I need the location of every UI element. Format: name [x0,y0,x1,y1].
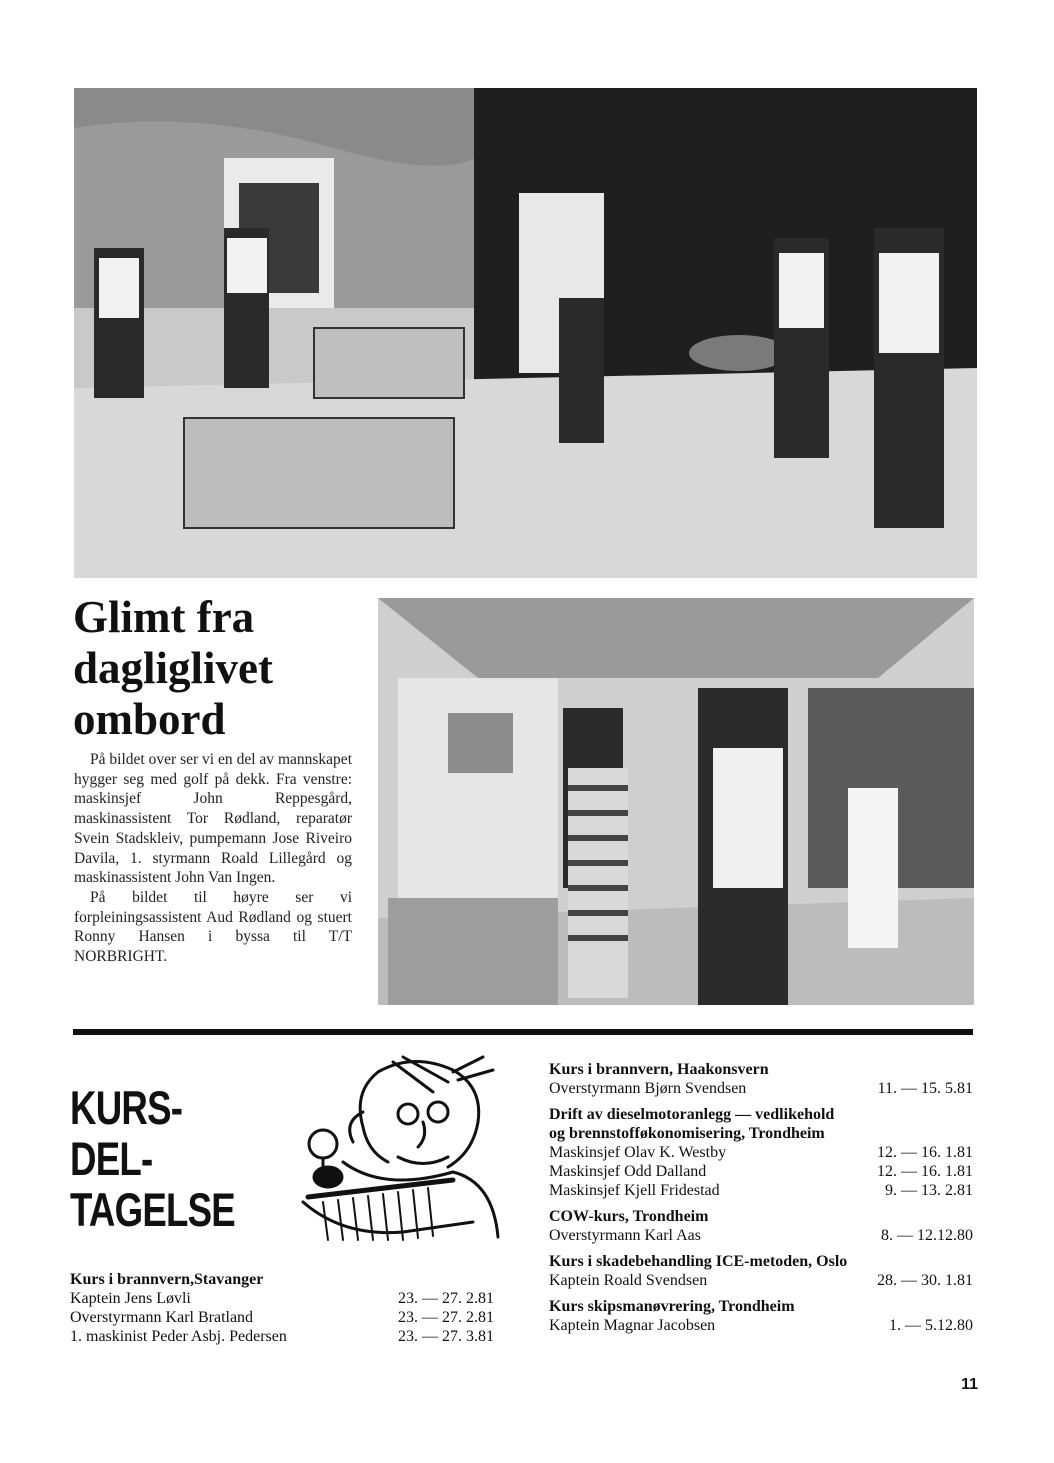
course-row [549,1226,973,1245]
course-row [549,1271,973,1290]
course-dates: 12. — 16. 1.81 [877,1163,973,1180]
deck-golf-photo [74,88,977,578]
course-dates: 23. — 27. 3.81 [398,1328,494,1345]
course-dates: 23. — 27. 2.81 [398,1309,494,1326]
headline-line-2: dagliglivet [73,643,273,693]
participant-name: Kaptein Magnar Jacobsen [549,1317,716,1334]
caption-paragraph-1: På bildet over ser vi en del av mannskapet hygger seg med golf på dekk. Fra venstre: maskinsjef John Reppesgård, maskinassistent Tor Rødland, reparatør Svein Stadskleiv, pumpemann Jose Riveiro Davila, 1. styrmann Roald Lillegård og maskinassistent John Van Ingen. [74,751,352,887]
course-group [549,1207,973,1245]
course-dates: 23. — 27. 2.81 [398,1290,494,1307]
article-caption [74,750,352,967]
course-title: Kurs i brannvern,Stavanger [70,1271,264,1288]
course-title: Kurs i skadebehandling ICE-metoden, Oslo [549,1253,848,1270]
course-title: Drift av dieselmotoranlegg — vedlikehold [549,1106,835,1123]
page-number: 11 [961,1376,978,1393]
course-dates: 9. — 13. 2.81 [885,1182,973,1199]
course-dates: 12. — 16. 1.81 [877,1144,973,1161]
participant-name: Kaptein Roald Svendsen [549,1272,708,1289]
caption-paragraph-2: På bildet til høyre ser vi forpleiningsassistent Aud Rødland og stuert Ronny Hansen i byssa til T/T NORBRIGHT. [74,888,352,966]
course-row [70,1308,494,1327]
headline-line-1: Glimt fra [73,592,255,642]
participant-name: Overstyrmann Karl Bratland [70,1309,254,1326]
participant-name: Maskinsjef Odd Dalland [549,1163,707,1180]
course-row [549,1316,973,1335]
participant-name: 1. maskinist Peder Asbj. Pedersen [70,1328,287,1345]
participant-name: Kaptein Jens Løvli [70,1290,191,1307]
course-group [549,1252,973,1290]
course-title: Kurs skipsmanøvrering, Trondheim [549,1298,795,1315]
course-title: Kurs i brannvern, Haakonsvern [549,1061,769,1078]
participant-name: Maskinsjef Olav K. Westby [549,1144,727,1161]
course-dates: 1. — 5.12.80 [889,1317,973,1334]
participant-name: Maskinsjef Kjell Fridestad [549,1182,720,1199]
course-dates: 8. — 12.12.80 [881,1227,973,1244]
course-row [70,1327,494,1346]
participant-name: Overstyrmann Bjørn Svendsen [549,1080,747,1097]
participant-name: Overstyrmann Karl Aas [549,1227,701,1244]
writer-cartoon-illustration [283,1052,518,1242]
course-dates: 28. — 30. 1.81 [877,1272,973,1289]
headline-line-3: ombord [73,694,226,744]
section-divider [73,1029,973,1035]
kurs-heading [70,1082,242,1235]
course-dates: 11. — 15. 5.81 [877,1080,973,1097]
course-row [549,1079,973,1098]
kurs-heading-line-3: TAGELSE [70,1183,235,1236]
course-group [549,1297,973,1335]
course-row [549,1181,973,1200]
article-headline [73,592,373,745]
course-title: COW-kurs, Trondheim [549,1208,709,1225]
course-title-continued: og brennstofføkonomisering, Trondheim [549,1125,825,1142]
course-row [70,1289,494,1308]
course-group [549,1060,973,1098]
course-group [549,1105,973,1200]
right-course-list [549,1060,973,1335]
kurs-heading-line-1: KURS- [70,1081,183,1134]
left-course-list [70,1270,494,1346]
course-row [549,1162,973,1181]
kurs-heading-line-2: DEL- [70,1132,153,1185]
galley-photo [378,598,974,1005]
course-row [549,1143,973,1162]
